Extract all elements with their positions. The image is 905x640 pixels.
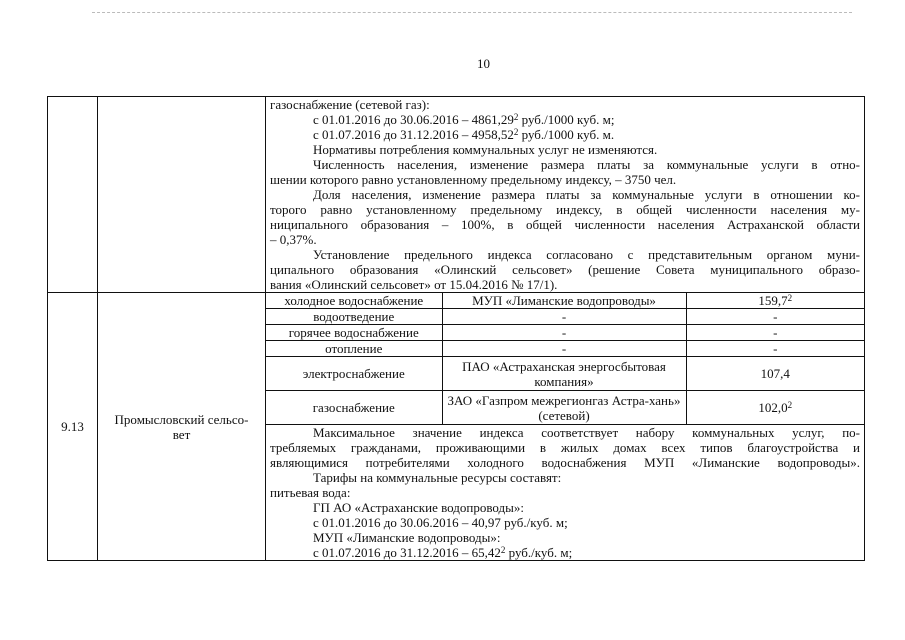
index-value-text: 107,4 xyxy=(760,366,790,381)
scan-edge-rule xyxy=(92,12,852,13)
text-line xyxy=(270,455,860,470)
text-line xyxy=(270,277,860,292)
line-text: с 01.07.2016 до 31.12.2016 – 65,42 xyxy=(313,545,501,560)
prev-number-cell xyxy=(48,97,98,293)
row-9-13-paragraph-block xyxy=(266,425,864,560)
text-line xyxy=(270,425,860,440)
table-row-9-13 xyxy=(48,293,865,561)
line-text: Установление предельного индекса согласовано с представительным органом муни- xyxy=(313,247,860,262)
line-text: с 01.01.2016 до 30.06.2016 – 4861,29 xyxy=(313,112,514,127)
footnote-superscript: 2 xyxy=(787,293,793,303)
line-text: ГП АО «Астраханские водопроводы»: xyxy=(313,500,524,515)
page-number: 10 xyxy=(477,56,490,71)
service-index-value xyxy=(686,309,864,325)
line-text: Доля населения, изменение размера платы за коммунальные услуги в отношении ко- xyxy=(313,187,860,202)
text-line xyxy=(270,202,860,217)
footnote-superscript: 2 xyxy=(513,127,519,137)
line-text: шении которого равно установленному предельному индексу, – 3750 чел. xyxy=(270,172,677,187)
text-line xyxy=(270,500,860,515)
table-row-previous xyxy=(48,97,865,293)
line-text: газоснабжение (сетевой газ): xyxy=(270,97,430,112)
line-text: являющимися потребителями холодного водоснабжения МУП «Лиманские водопроводы». xyxy=(270,455,860,470)
service-organization: ПАО «Астраханская энергосбытовая компания» xyxy=(442,357,686,391)
line-text: Максимальное значение индекса соответствует набору коммунальных услуг, по- xyxy=(313,425,860,440)
text-line xyxy=(270,142,860,157)
text-line xyxy=(270,262,860,277)
index-value-text: 102,0 xyxy=(758,400,788,415)
text-line xyxy=(270,157,860,172)
line-text: требляемых гражданами, проживающими в жилых домах всех типов благоустройства и xyxy=(270,440,860,455)
text-line xyxy=(270,112,860,127)
municipality-name-line2: вет xyxy=(172,426,191,442)
service-name: электроснабжение xyxy=(266,357,442,391)
row-9-13-content xyxy=(266,293,865,561)
footnote-superscript: 2 xyxy=(787,400,793,410)
line-text: ниципального образования – 100%, в общей численности населения Астраханской области xyxy=(270,217,860,232)
line-text: МУП «Лиманские водопроводы»: xyxy=(313,530,501,545)
service-row xyxy=(266,325,864,341)
text-line xyxy=(270,187,860,202)
text-line xyxy=(270,440,860,455)
municipality-name-line1: Промысловский сельсо- xyxy=(114,411,249,427)
service-name: горячее водоснабжение xyxy=(266,325,442,341)
text-line xyxy=(270,515,860,530)
service-index-value xyxy=(686,341,864,357)
line-text-tail: руб./1000 куб. м; xyxy=(518,112,615,127)
line-text-tail: руб./куб. м; xyxy=(505,545,573,560)
municipal-index-table xyxy=(47,96,865,561)
text-line xyxy=(270,545,860,560)
service-row xyxy=(266,309,864,325)
index-value-text: - xyxy=(773,309,778,324)
municipality-name-cell xyxy=(98,293,266,561)
prev-paragraph-block xyxy=(266,97,864,292)
text-line xyxy=(270,97,860,112)
index-value-text: - xyxy=(773,341,778,356)
footnote-superscript: 2 xyxy=(500,545,506,555)
service-index-value xyxy=(686,293,864,309)
line-text: ципального образования «Олинский сельсовет» (решение Совета муниципального образо- xyxy=(270,262,860,277)
text-line xyxy=(270,127,860,142)
services-table xyxy=(266,293,864,425)
service-organization: - xyxy=(442,341,686,357)
line-text: – 0,37%. xyxy=(270,232,317,247)
service-organization: - xyxy=(442,325,686,341)
line-text: Численность населения, изменение размера платы за коммунальные услуги в отно- xyxy=(313,157,860,172)
row-number: 9.13 xyxy=(48,293,98,561)
line-text: торого равно установленному предельному индексу, в общей численности населения му- xyxy=(270,202,860,217)
text-line xyxy=(270,172,860,187)
service-row xyxy=(266,357,864,391)
footnote-superscript: 2 xyxy=(513,112,519,122)
service-name: водоотведение xyxy=(266,309,442,325)
service-row xyxy=(266,391,864,425)
service-organization: МУП «Лиманские водопроводы» xyxy=(442,293,686,309)
service-index-value xyxy=(686,357,864,391)
line-text: с 01.07.2016 до 31.12.2016 – 4958,52 xyxy=(313,127,514,142)
service-index-value xyxy=(686,325,864,341)
text-line xyxy=(270,247,860,262)
text-line xyxy=(270,470,860,485)
line-text: вания «Олинский сельсовет» от 15.04.2016 № 17/1). xyxy=(270,277,558,292)
prev-text-cell xyxy=(266,97,865,293)
text-line xyxy=(270,232,860,247)
prev-name-cell xyxy=(98,97,266,293)
service-name: холодное водоснабжение xyxy=(266,293,442,309)
index-value-text: - xyxy=(773,325,778,340)
text-line xyxy=(270,485,860,500)
line-text-tail: руб./1000 куб. м. xyxy=(518,127,615,142)
service-row xyxy=(266,293,864,309)
service-row xyxy=(266,341,864,357)
line-text: питьевая вода: xyxy=(270,485,351,500)
line-text: Нормативы потребления коммунальных услуг не изменяются. xyxy=(313,142,658,157)
text-line xyxy=(270,530,860,545)
index-value-text: 159,7 xyxy=(758,293,788,308)
service-organization: ЗАО «Газпром межрегионгаз Астра-хань» (сетевой) xyxy=(442,391,686,425)
service-name: отопление xyxy=(266,341,442,357)
service-index-value xyxy=(686,391,864,425)
text-line xyxy=(270,217,860,232)
service-organization: - xyxy=(442,309,686,325)
line-text: с 01.01.2016 до 30.06.2016 – 40,97 руб./куб. м; xyxy=(313,515,568,530)
line-text: Тарифы на коммунальные ресурсы составят: xyxy=(313,470,562,485)
service-name: газоснабжение xyxy=(266,391,442,425)
